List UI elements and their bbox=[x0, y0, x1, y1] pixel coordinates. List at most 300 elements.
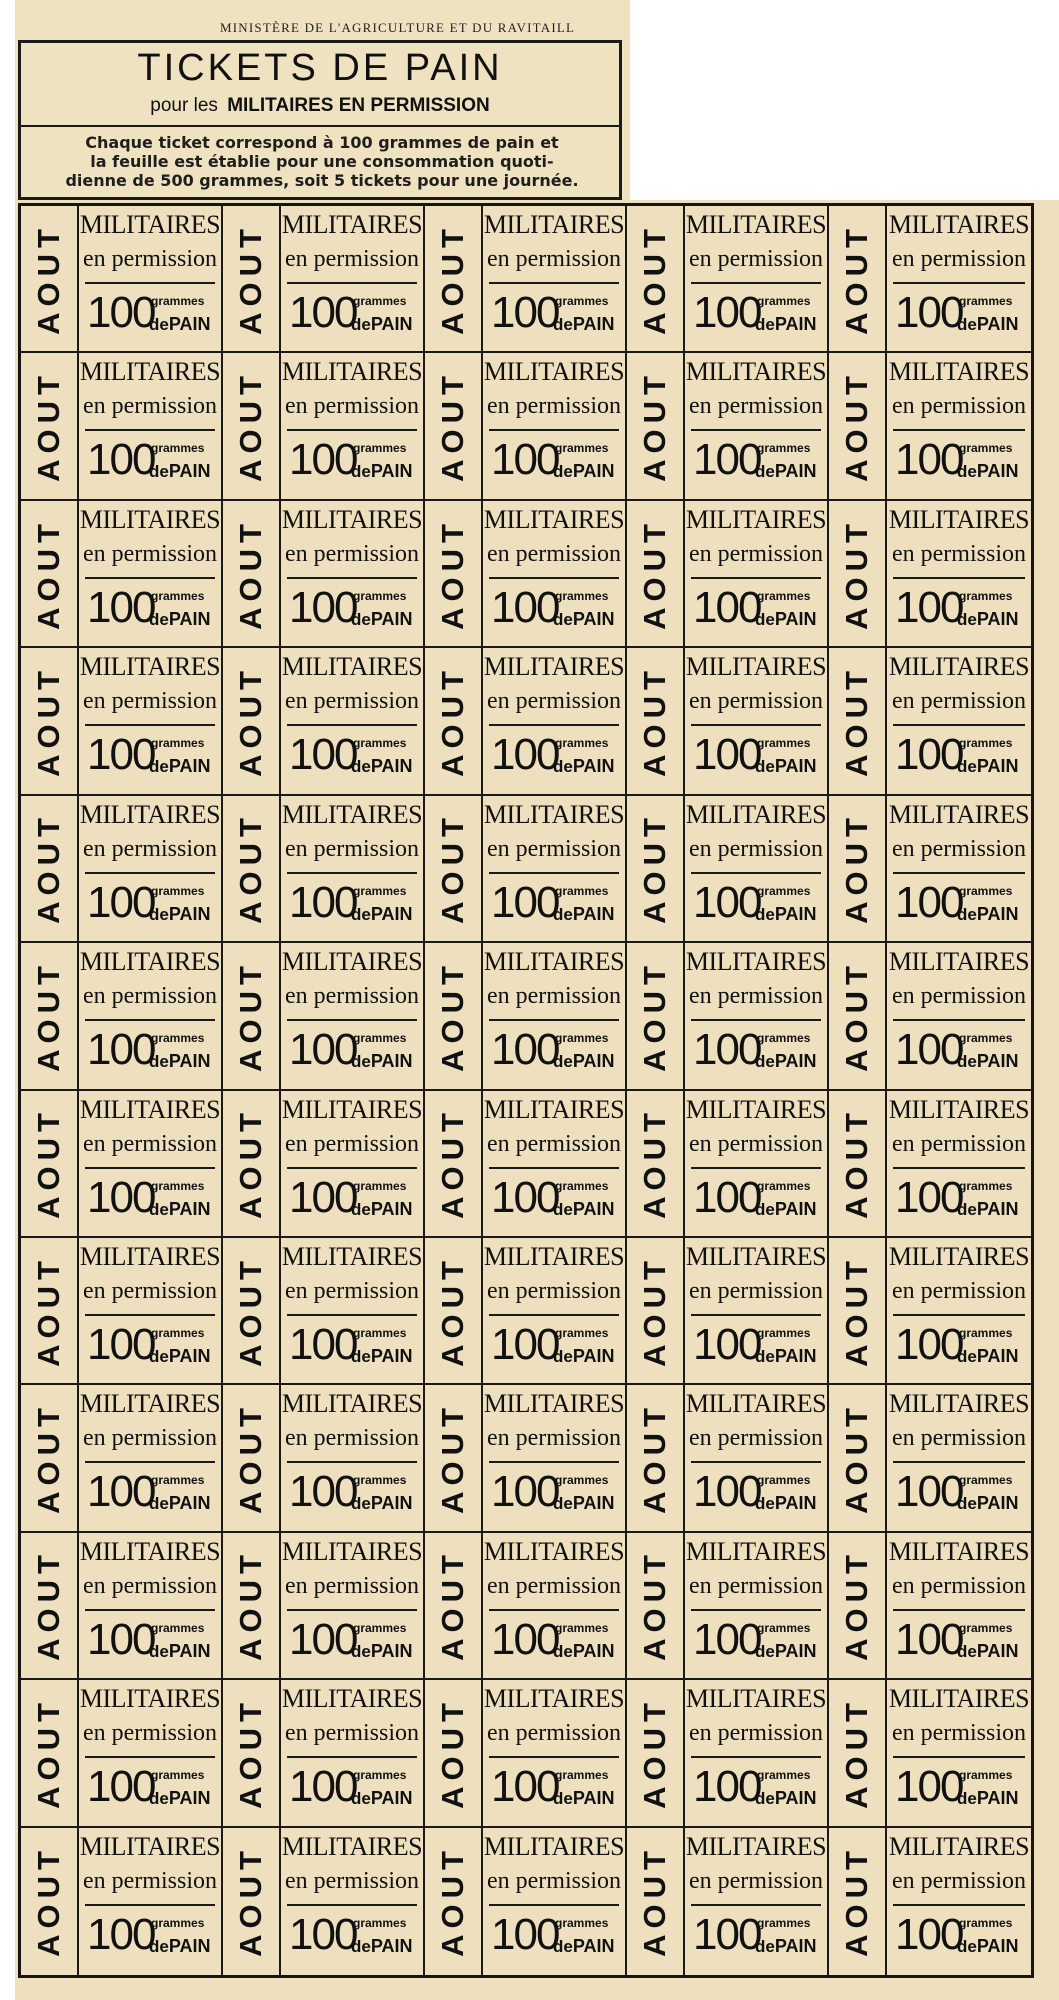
ticket-heading: MILITAIRES bbox=[888, 1094, 1030, 1124]
ticket-heading: MILITAIRES bbox=[79, 1389, 221, 1419]
ticket-amount: 100 bbox=[289, 1319, 357, 1369]
ticket-unit: grammes bbox=[151, 1473, 205, 1488]
ticket-divider bbox=[85, 1019, 215, 1021]
ticket-product-prefix: de bbox=[553, 462, 573, 482]
ticket-amount: 100 bbox=[87, 288, 155, 337]
ticket-body bbox=[281, 1385, 423, 1530]
ticket-unit: grammes bbox=[757, 883, 811, 898]
ticket-amount: 100 bbox=[87, 1025, 155, 1075]
ticket-product-prefix: de bbox=[755, 1641, 775, 1661]
ticket-heading: MILITAIRES bbox=[79, 947, 221, 977]
ticket-unit: grammes bbox=[757, 1178, 811, 1193]
ticket-subheading: en permission bbox=[892, 983, 1026, 1010]
ticket-subheading: en permission bbox=[83, 1867, 217, 1894]
ticket-unit: grammes bbox=[353, 1178, 407, 1193]
ticket-product-prefix: de bbox=[553, 1346, 573, 1366]
month-strip bbox=[829, 1385, 887, 1530]
ticket-body bbox=[483, 353, 625, 498]
ticket-divider bbox=[489, 1756, 619, 1758]
month-strip bbox=[21, 943, 79, 1088]
ticket bbox=[627, 1385, 829, 1532]
ticket-unit: grammes bbox=[353, 883, 407, 898]
ticket-product-prefix: de bbox=[755, 904, 775, 924]
ticket-unit: grammes bbox=[959, 1031, 1013, 1046]
ticket-amount: 100 bbox=[87, 1614, 155, 1664]
ticket-product-name: PAIN bbox=[572, 608, 615, 629]
ticket-product bbox=[553, 1494, 615, 1512]
ticket-month: AOUT bbox=[435, 1845, 471, 1958]
ticket-unit: grammes bbox=[959, 1325, 1013, 1340]
ticket-amount: 100 bbox=[491, 1614, 559, 1664]
ticket-product-name: PAIN bbox=[370, 608, 413, 629]
ticket-month: AOUT bbox=[435, 1107, 471, 1220]
ticket-unit: grammes bbox=[555, 588, 609, 603]
ticket-subheading: en permission bbox=[892, 540, 1026, 567]
ticket-subheading: en permission bbox=[892, 1130, 1026, 1157]
month-strip bbox=[223, 353, 281, 498]
month-strip bbox=[627, 796, 685, 941]
ticket-divider bbox=[287, 1461, 417, 1463]
ticket bbox=[425, 943, 627, 1090]
ticket-product-prefix: de bbox=[351, 315, 371, 334]
month-strip bbox=[627, 1828, 685, 1975]
ticket-subheading: en permission bbox=[487, 1277, 621, 1304]
ticket-heading: MILITAIRES bbox=[888, 652, 1030, 682]
note-line: dienne de 500 grammes, soit 5 tickets pour une journée. bbox=[65, 171, 579, 190]
ticket-body bbox=[887, 648, 1031, 793]
ticket-amount: 100 bbox=[289, 435, 357, 485]
ticket-amount: 100 bbox=[491, 1909, 559, 1959]
ticket bbox=[21, 1091, 223, 1238]
ticket-month: AOUT bbox=[31, 959, 67, 1072]
month-strip bbox=[21, 1680, 79, 1825]
ticket-product-name: PAIN bbox=[774, 1493, 817, 1514]
ticket-month: AOUT bbox=[435, 1549, 471, 1662]
ticket-product-prefix: de bbox=[957, 1641, 977, 1661]
ticket-unit: grammes bbox=[151, 1325, 205, 1340]
ticket-divider bbox=[489, 1167, 619, 1169]
ticket bbox=[425, 1828, 627, 1975]
ticket-unit: grammes bbox=[151, 1031, 205, 1046]
ticket-subheading: en permission bbox=[689, 1425, 823, 1452]
month-strip bbox=[829, 1091, 887, 1236]
ticket-product-prefix: de bbox=[149, 1346, 169, 1366]
ticket-unit: grammes bbox=[757, 1325, 811, 1340]
month-strip bbox=[425, 206, 483, 351]
ticket-product-name: PAIN bbox=[774, 314, 817, 334]
ticket-product-name: PAIN bbox=[168, 1493, 211, 1514]
ticket-subheading: en permission bbox=[285, 983, 419, 1010]
ticket-divider bbox=[489, 724, 619, 726]
ticket-product-name: PAIN bbox=[976, 1788, 1019, 1809]
ticket-heading: MILITAIRES bbox=[888, 1684, 1030, 1714]
ticket-month: AOUT bbox=[637, 517, 673, 630]
ticket-product-prefix: de bbox=[149, 757, 169, 777]
ticket bbox=[223, 1533, 425, 1680]
ticket-month: AOUT bbox=[839, 1107, 875, 1220]
month-strip bbox=[21, 1238, 79, 1383]
ticket-divider bbox=[691, 1314, 821, 1316]
ticket bbox=[425, 353, 627, 500]
ticket-product-prefix: de bbox=[755, 1789, 775, 1809]
ticket-product-prefix: de bbox=[755, 609, 775, 629]
ticket-subheading: en permission bbox=[487, 246, 621, 272]
ticket-product-name: PAIN bbox=[572, 903, 615, 924]
ticket-divider bbox=[287, 429, 417, 431]
ticket-unit: grammes bbox=[959, 1620, 1013, 1635]
month-strip bbox=[829, 353, 887, 498]
ticket-amount: 100 bbox=[693, 1025, 761, 1075]
ticket-product-name: PAIN bbox=[572, 1788, 615, 1809]
ticket-subheading: en permission bbox=[285, 540, 419, 567]
ticket-month: AOUT bbox=[637, 1696, 673, 1809]
ticket bbox=[21, 1680, 223, 1827]
ticket-product bbox=[351, 1789, 413, 1807]
ticket-product-prefix: de bbox=[957, 757, 977, 777]
ticket-heading: MILITAIRES bbox=[888, 1536, 1030, 1566]
ticket-unit: grammes bbox=[959, 294, 1013, 308]
ticket-heading: MILITAIRES bbox=[685, 504, 827, 534]
ticket-product-name: PAIN bbox=[168, 1640, 211, 1661]
ticket-product bbox=[149, 757, 211, 775]
ticket-subheading: en permission bbox=[83, 540, 217, 567]
ticket-product-prefix: de bbox=[149, 315, 169, 334]
ticket-product-name: PAIN bbox=[774, 903, 817, 924]
ticket-divider bbox=[691, 577, 821, 579]
month-strip bbox=[223, 501, 281, 646]
ticket-unit: grammes bbox=[151, 441, 205, 456]
ticket-body bbox=[887, 1680, 1031, 1825]
ticket bbox=[627, 501, 829, 648]
ticket-product-name: PAIN bbox=[168, 461, 211, 482]
ticket-subheading: en permission bbox=[285, 688, 419, 715]
ticket-subheading: en permission bbox=[83, 1130, 217, 1157]
ticket-product-prefix: de bbox=[553, 1052, 573, 1072]
ticket-subheading: en permission bbox=[83, 1572, 217, 1599]
ticket-body bbox=[685, 1680, 827, 1825]
ticket-body bbox=[887, 501, 1031, 646]
ticket-product-name: PAIN bbox=[370, 1640, 413, 1661]
month-strip bbox=[223, 206, 281, 351]
ticket-product-name: PAIN bbox=[370, 1198, 413, 1219]
ticket-product-prefix: de bbox=[351, 904, 371, 924]
ticket-amount: 100 bbox=[895, 1319, 963, 1369]
month-strip bbox=[21, 1533, 79, 1678]
ticket-product-prefix: de bbox=[755, 1346, 775, 1366]
month-strip bbox=[425, 1091, 483, 1236]
ticket-amount: 100 bbox=[289, 1467, 357, 1517]
ticket-amount: 100 bbox=[693, 1614, 761, 1664]
month-strip bbox=[21, 1385, 79, 1530]
ticket-product bbox=[351, 1200, 413, 1218]
month-strip bbox=[627, 1385, 685, 1530]
ticket-heading: MILITAIRES bbox=[888, 1831, 1030, 1861]
ticket-heading: MILITAIRES bbox=[888, 1241, 1030, 1271]
ticket-amount: 100 bbox=[491, 1025, 559, 1075]
ticket bbox=[627, 206, 829, 353]
ticket-body bbox=[79, 796, 221, 941]
ticket-subheading: en permission bbox=[285, 1867, 419, 1894]
ticket-subheading: en permission bbox=[83, 246, 217, 272]
ticket-product-prefix: de bbox=[553, 1199, 573, 1219]
ticket-product-name: PAIN bbox=[774, 756, 817, 777]
ticket-product-name: PAIN bbox=[168, 756, 211, 777]
month-strip bbox=[425, 1828, 483, 1975]
ticket-heading: MILITAIRES bbox=[281, 357, 423, 387]
ticket-amount: 100 bbox=[895, 1467, 963, 1517]
ticket-heading: MILITAIRES bbox=[483, 357, 625, 387]
ticket-amount: 100 bbox=[491, 435, 559, 485]
ticket-product bbox=[755, 1494, 817, 1512]
month-strip bbox=[829, 501, 887, 646]
ticket-month: AOUT bbox=[637, 1845, 673, 1958]
ticket-amount: 100 bbox=[693, 582, 761, 632]
ticket-unit: grammes bbox=[959, 1768, 1013, 1783]
ticket-body bbox=[281, 1091, 423, 1236]
ticket-product-prefix: de bbox=[755, 1494, 775, 1514]
ticket bbox=[425, 1385, 627, 1532]
ticket-month: AOUT bbox=[233, 959, 269, 1072]
ticket-unit: grammes bbox=[555, 1768, 609, 1783]
ticket-amount: 100 bbox=[895, 1762, 963, 1812]
ticket-product bbox=[149, 1494, 211, 1512]
ticket-divider bbox=[287, 1019, 417, 1021]
ticket-product-name: PAIN bbox=[572, 1198, 615, 1219]
ticket-subheading: en permission bbox=[285, 1572, 419, 1599]
ticket-month: AOUT bbox=[233, 1696, 269, 1809]
ticket-subheading: en permission bbox=[892, 1425, 1026, 1452]
ticket-heading: MILITAIRES bbox=[281, 1389, 423, 1419]
ticket-product-name: PAIN bbox=[976, 903, 1019, 924]
ticket-month: AOUT bbox=[839, 1696, 875, 1809]
ticket-subheading: en permission bbox=[892, 688, 1026, 715]
ticket-divider bbox=[691, 872, 821, 874]
ticket-divider bbox=[691, 1019, 821, 1021]
ticket-product-prefix: de bbox=[351, 1936, 371, 1956]
ticket-unit: grammes bbox=[151, 1768, 205, 1783]
ticket-subheading: en permission bbox=[892, 1720, 1026, 1747]
ticket-heading: MILITAIRES bbox=[281, 1094, 423, 1124]
ticket bbox=[829, 1238, 1031, 1385]
ticket-product-name: PAIN bbox=[572, 461, 615, 482]
ticket-product-prefix: de bbox=[957, 904, 977, 924]
ticket-heading: MILITAIRES bbox=[685, 947, 827, 977]
ticket-unit: grammes bbox=[555, 883, 609, 898]
ticket-amount: 100 bbox=[491, 1467, 559, 1517]
ticket bbox=[627, 1680, 829, 1827]
month-strip bbox=[425, 943, 483, 1088]
ticket-body bbox=[281, 1828, 423, 1975]
ticket-divider bbox=[85, 724, 215, 726]
ticket-unit: grammes bbox=[353, 1620, 407, 1635]
ticket-amount: 100 bbox=[491, 288, 559, 337]
ticket-subheading: en permission bbox=[285, 835, 419, 862]
ticket-amount: 100 bbox=[491, 730, 559, 780]
month-strip bbox=[425, 501, 483, 646]
ticket-body bbox=[887, 1385, 1031, 1530]
ticket-product bbox=[351, 905, 413, 923]
month-strip bbox=[425, 796, 483, 941]
ticket-month: AOUT bbox=[839, 1845, 875, 1958]
ticket-body bbox=[79, 1091, 221, 1236]
ticket-product-prefix: de bbox=[957, 1936, 977, 1956]
ticket-product bbox=[957, 905, 1019, 923]
month-strip bbox=[223, 943, 281, 1088]
ticket-amount: 100 bbox=[895, 1172, 963, 1222]
ticket-body bbox=[887, 1091, 1031, 1236]
ticket bbox=[223, 1091, 425, 1238]
ticket-product-name: PAIN bbox=[976, 314, 1019, 334]
ticket-unit: grammes bbox=[757, 1473, 811, 1488]
ticket-heading: MILITAIRES bbox=[685, 1241, 827, 1271]
ticket-body bbox=[685, 1238, 827, 1383]
ticket-month: AOUT bbox=[31, 1402, 67, 1514]
ticket-product-name: PAIN bbox=[572, 314, 615, 334]
ticket-amount: 100 bbox=[693, 877, 761, 927]
ticket-product bbox=[755, 1937, 817, 1955]
header-box bbox=[18, 40, 622, 200]
ticket bbox=[223, 1828, 425, 1975]
ticket-heading: MILITAIRES bbox=[888, 504, 1030, 534]
ticket-body bbox=[281, 648, 423, 793]
ticket-heading: MILITAIRES bbox=[483, 947, 625, 977]
ticket-heading: MILITAIRES bbox=[483, 210, 625, 239]
ticket-month: AOUT bbox=[637, 222, 673, 335]
ticket-divider bbox=[691, 1609, 821, 1611]
ticket-subheading: en permission bbox=[689, 688, 823, 715]
ticket-heading: MILITAIRES bbox=[79, 210, 221, 239]
ticket-divider bbox=[893, 1167, 1025, 1169]
ticket-unit: grammes bbox=[353, 441, 407, 456]
ticket-product-prefix: de bbox=[553, 315, 573, 334]
ticket-amount: 100 bbox=[895, 730, 963, 780]
ticket-product-prefix: de bbox=[149, 462, 169, 482]
ticket-heading: MILITAIRES bbox=[281, 1241, 423, 1271]
ticket bbox=[829, 648, 1031, 795]
ticket-amount: 100 bbox=[289, 877, 357, 927]
ticket-product-prefix: de bbox=[957, 315, 977, 334]
ticket-product bbox=[149, 1937, 211, 1955]
ticket-unit: grammes bbox=[353, 588, 407, 603]
ticket-product bbox=[351, 610, 413, 628]
ticket-subheading: en permission bbox=[83, 688, 217, 715]
ticket-subheading: en permission bbox=[285, 393, 419, 420]
ticket-month: AOUT bbox=[233, 812, 269, 925]
ticket-product-prefix: de bbox=[149, 609, 169, 629]
ticket-subheading: en permission bbox=[83, 983, 217, 1010]
ticket-product bbox=[957, 1789, 1019, 1807]
ticket-product-name: PAIN bbox=[370, 903, 413, 924]
ticket-product-prefix: de bbox=[755, 1936, 775, 1956]
ticket-unit: grammes bbox=[353, 1473, 407, 1488]
ticket-product bbox=[957, 1052, 1019, 1070]
month-strip bbox=[223, 1238, 281, 1383]
ticket-product bbox=[957, 462, 1019, 480]
month-strip bbox=[829, 943, 887, 1088]
ticket bbox=[627, 943, 829, 1090]
ticket-divider bbox=[287, 872, 417, 874]
ticket-body bbox=[685, 648, 827, 793]
ticket-divider bbox=[85, 282, 215, 284]
ticket-subheading: en permission bbox=[285, 246, 419, 272]
ticket-month: AOUT bbox=[233, 222, 269, 335]
ticket-body bbox=[887, 1533, 1031, 1678]
ticket-divider bbox=[489, 282, 619, 284]
ticket bbox=[829, 353, 1031, 500]
ticket bbox=[627, 353, 829, 500]
ticket-subheading: en permission bbox=[487, 1130, 621, 1157]
ticket-heading: MILITAIRES bbox=[281, 799, 423, 829]
ticket-amount: 100 bbox=[895, 288, 963, 337]
ticket-product bbox=[149, 1052, 211, 1070]
month-strip bbox=[223, 648, 281, 793]
month-strip bbox=[829, 1680, 887, 1825]
ticket-subheading: en permission bbox=[285, 1720, 419, 1747]
ticket-product-prefix: de bbox=[149, 1494, 169, 1514]
ticket-product-prefix: de bbox=[553, 757, 573, 777]
ticket-body bbox=[281, 353, 423, 498]
ticket-product-name: PAIN bbox=[370, 314, 413, 334]
ticket-body bbox=[79, 1533, 221, 1678]
ticket-divider bbox=[85, 1461, 215, 1463]
ticket-heading: MILITAIRES bbox=[483, 1094, 625, 1124]
ticket-product bbox=[755, 315, 817, 333]
ticket-amount: 100 bbox=[87, 582, 155, 632]
ticket-product-prefix: de bbox=[351, 1494, 371, 1514]
ticket-heading: MILITAIRES bbox=[888, 947, 1030, 977]
ticket-divider bbox=[893, 872, 1025, 874]
ticket-divider bbox=[85, 1167, 215, 1169]
ticket-product-prefix: de bbox=[351, 1346, 371, 1366]
ticket-product-prefix: de bbox=[553, 904, 573, 924]
ticket-product-name: PAIN bbox=[168, 608, 211, 629]
ticket-product-name: PAIN bbox=[774, 1051, 817, 1072]
ticket-divider bbox=[489, 429, 619, 431]
ticket-month: AOUT bbox=[637, 812, 673, 925]
ticket-product-name: PAIN bbox=[168, 1935, 211, 1956]
month-strip bbox=[223, 796, 281, 941]
ticket-heading: MILITAIRES bbox=[483, 652, 625, 682]
ticket bbox=[223, 648, 425, 795]
ticket-month: AOUT bbox=[839, 1254, 875, 1367]
ticket-unit: grammes bbox=[555, 736, 609, 751]
ticket-unit: grammes bbox=[353, 1031, 407, 1046]
ticket-product-prefix: de bbox=[957, 1052, 977, 1072]
ticket-heading: MILITAIRES bbox=[483, 1241, 625, 1271]
ticket-unit: grammes bbox=[959, 1178, 1013, 1193]
ticket-amount: 100 bbox=[693, 288, 761, 337]
ticket-unit: grammes bbox=[959, 588, 1013, 603]
ticket-product bbox=[755, 1347, 817, 1365]
ticket-month: AOUT bbox=[31, 517, 67, 630]
ticket-month: AOUT bbox=[31, 1254, 67, 1367]
ticket-product bbox=[755, 757, 817, 775]
ticket-product bbox=[957, 1347, 1019, 1365]
instruction-note bbox=[35, 133, 609, 190]
ticket-month: AOUT bbox=[839, 812, 875, 925]
ticket-product bbox=[149, 1789, 211, 1807]
ticket-subheading: en permission bbox=[487, 983, 621, 1010]
month-strip bbox=[223, 1533, 281, 1678]
month-strip bbox=[829, 1533, 887, 1678]
ticket-product-prefix: de bbox=[553, 1641, 573, 1661]
ticket-divider bbox=[893, 1019, 1025, 1021]
ticket-amount: 100 bbox=[895, 877, 963, 927]
ticket-heading: MILITAIRES bbox=[483, 1389, 625, 1419]
ticket-unit: grammes bbox=[757, 1768, 811, 1783]
ticket-subheading: en permission bbox=[892, 1277, 1026, 1304]
ticket-product-name: PAIN bbox=[370, 1788, 413, 1809]
